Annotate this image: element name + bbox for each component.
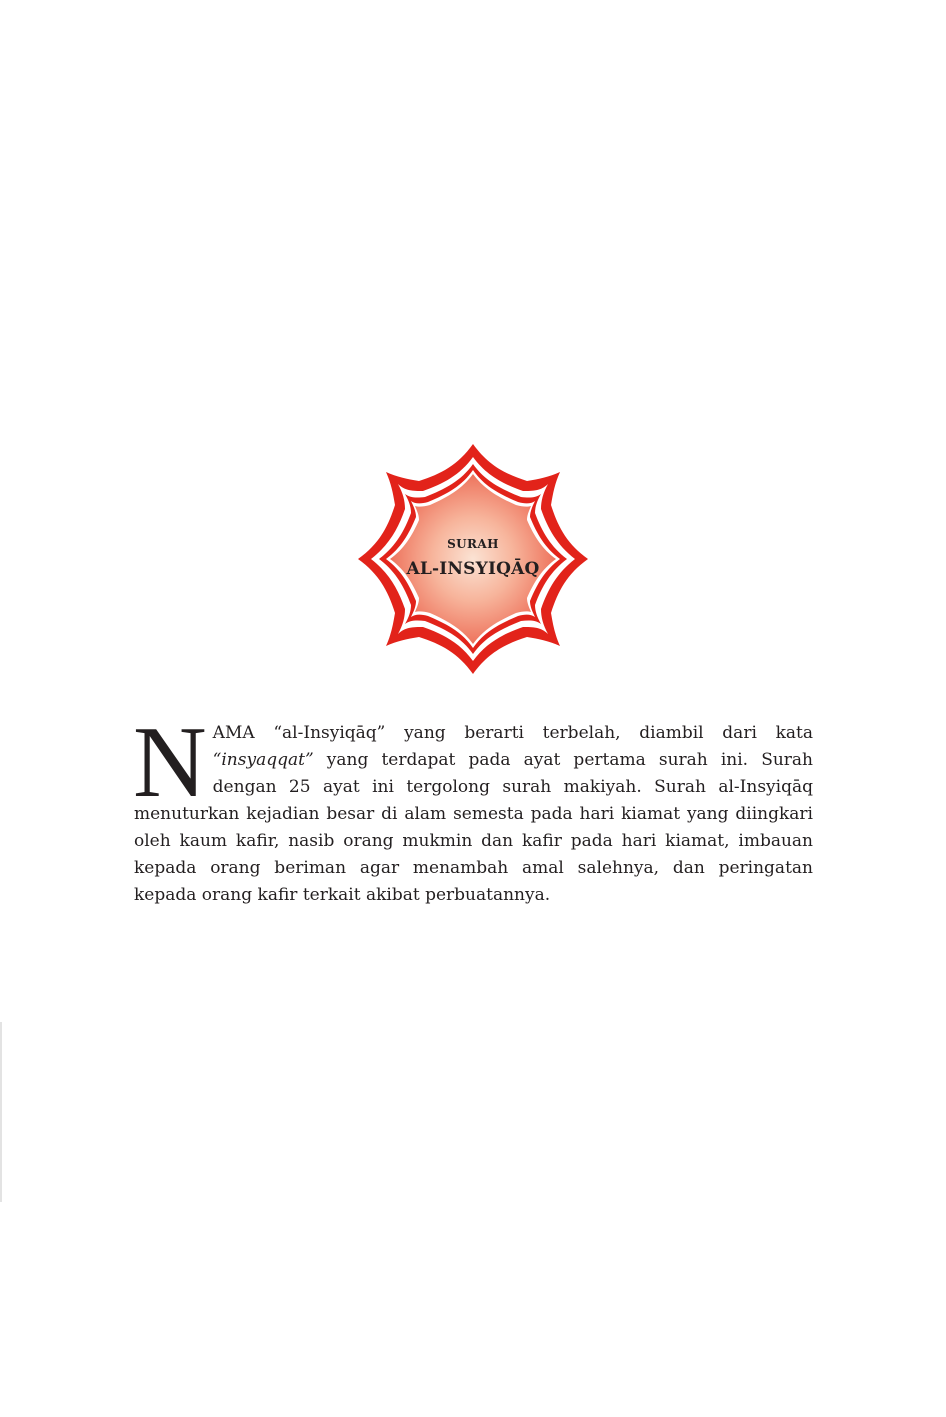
intro-text-2: yang terdapat pada ayat pertama surah ini. Surah dengan 25 ayat ini tergolong surah makiyah. Surah al-Insyiqāq menuturkan kejadian besar di alam semesta pada hari kiamat yang diingkari oleh kaum kafir, nasib orang mukmin dan kafir pada hari kiamat, imbauan kepada orang beriman agar menambah amal salehnya, dan peringatan kepada orang kafir terkait akibat perbuatannya. [134,750,813,905]
intro-text-1: “al-Insyiqāq” yang berarti terbelah, diambil dari kata [254,723,813,743]
intro-paragraph [133,706,813,909]
surah-emblem [355,441,591,677]
page-edge-line [0,1022,2,1202]
italic-term: “insyaqqat” [212,750,314,770]
emblem-caption [355,537,591,579]
lead-word: AMA [212,723,255,743]
drop-cap: N [133,706,207,819]
surah-label: SURAH [447,537,499,551]
surah-title: AL-INSYIQĀQ [406,559,540,579]
